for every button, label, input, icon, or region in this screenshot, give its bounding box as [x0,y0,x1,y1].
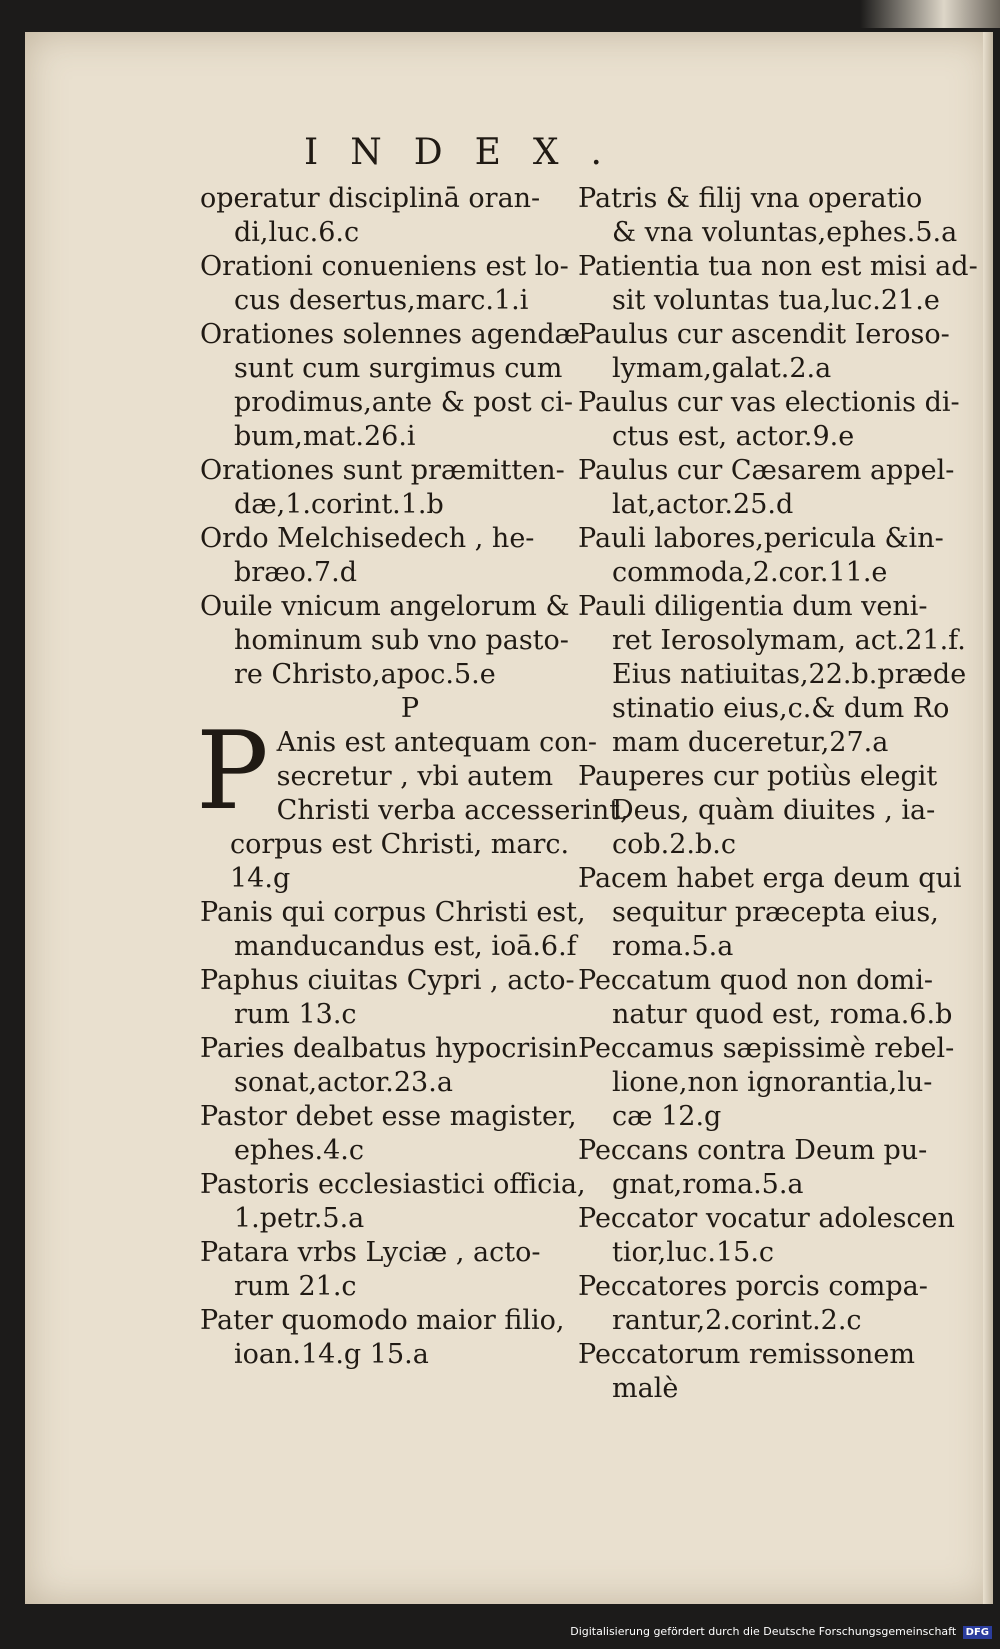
entry-headword-line: Paulus cur vas electionis di- [578,387,960,418]
entry-continuation-line: hominum sub vno pasto- [234,625,569,656]
index-entry [200,522,620,590]
entry-headword-line: Orationi conueniens est lo- [200,251,569,282]
entry-headword-line: Pauperes cur potiùs elegit [578,761,938,792]
entry-continuation-line: rantur,2.corint.2.c [612,1305,862,1336]
entry-headword-line: Ordo Melchisedech , he- [200,523,535,554]
entry-continuation-line: commoda,2.cor.11.e [612,557,888,588]
index-entry [200,1168,620,1236]
entry-headword-line: Orationes sunt præmitten- [200,455,565,486]
entry-continuation-line: sonat,actor.23.a [234,1067,453,1098]
dropcap-letter: P [196,709,269,834]
entry-headword-line: Peccamus sæpissimè rebel- [578,1033,955,1064]
footer-credit [570,1625,992,1639]
index-entry [200,318,620,454]
index-entry [578,318,978,386]
index-entry [578,1032,978,1134]
index-entry [578,1270,978,1338]
entry-continuation-line: malè [612,1373,679,1404]
entry-headword-line: Ouile vnicum angelorum & [200,591,570,622]
entry-continuation-line: roma.5.a [612,931,734,962]
entry-continuation-line: lione,non ignorantia,lu- [612,1067,933,1098]
entry-continuation-line: & vna voluntas,ephes.5.a [612,217,958,248]
book-page [25,32,993,1604]
entry-continuation-line: 1.petr.5.a [234,1203,365,1234]
entry-headword-line: Patris & filij vna operatio [578,183,923,214]
entry-headword-line: Pauli labores,pericula &in- [578,523,944,554]
index-entry [578,182,978,250]
entry-continuation-line: cob.2.b.c [612,829,736,860]
entry-continuation-line: bum,mat.26.i [234,421,416,452]
index-entry [200,1236,620,1304]
entry-continuation-line: rum 21.c [234,1271,357,1302]
entry-continuation-line: gnat,roma.5.a [612,1169,804,1200]
entry-continuation-line: ephes.4.c [234,1135,364,1166]
index-entry [578,590,978,760]
entry-continuation-line: cus desertus,marc.1.i [234,285,529,316]
index-entry [578,386,978,454]
entry-continuation-line: sequitur præcepta eius, [612,897,939,928]
entry-continuation-line: bræo.7.d [234,557,357,588]
dropcap-entry [196,709,629,896]
index-entry [578,760,978,862]
right-column [578,182,978,1406]
entry-continuation-line: Deus, quàm diuites , ia- [612,795,936,826]
left-column [196,182,629,1372]
entry-continuation-line: cæ 12.g [612,1101,722,1132]
entry-continuation-line: ctus est, actor.9.e [612,421,855,452]
index-entry [200,250,620,318]
entry-continuation-line: lat,actor.25.d [612,489,794,520]
entry-headword-line: Peccatum quod non domi- [578,965,934,996]
entry-headword-line: Paulus cur Cæsarem appel- [578,455,955,486]
index-entry [578,1338,978,1406]
entry-headword-line: operatur disciplinā oran- [200,183,541,214]
index-entry [200,590,620,692]
index-entry [578,454,978,522]
entry-continuation-line: ret Ierosolymam, act.21.f. [612,625,966,656]
index-entry [200,896,620,964]
index-entry [578,862,978,964]
entry-continuation-line: lymam,galat.2.a [612,353,832,384]
entry-headword-line: Peccator vocatur adolescen [578,1203,955,1234]
entry-continuation-line: sunt cum surgimus cum [234,353,563,384]
footer-text: Digitalisierung gefördert durch die Deutsche Forschungsgemeinschaft [570,1625,957,1638]
entry-headword-line: Peccans contra Deum pu- [578,1135,928,1166]
index-entry [578,1202,978,1270]
entry-headword-line: Pauli diligentia dum veni- [578,591,928,622]
entry-continuation-line: re Christo,apoc.5.e [234,659,496,690]
dropcap-entry-line: corpus est Christi, marc. [230,829,570,860]
dropcap-entry-line: secretur , vbi autem [276,761,554,792]
entry-continuation-line: sit voluntas tua,luc.21.e [612,285,940,316]
index-entry [200,1304,620,1372]
entry-headword-line: Panis qui corpus Christi est, [200,897,586,928]
entry-continuation-line: dæ,1.corint.1.b [234,489,444,520]
entry-continuation-line: rum 13.c [234,999,357,1030]
entry-headword-line: Pacem habet erga deum qui [578,863,962,894]
index-entry [578,1134,978,1202]
entry-headword-line: Paulus cur ascendit Ieroso- [578,319,950,350]
index-entry [200,1100,620,1168]
dropcap-entry-line: Anis est antequam con- [276,727,598,758]
entry-headword-line: Patientia tua non est misi ad- [578,251,978,282]
index-entry [578,522,978,590]
entry-headword-line: Pater quomodo maior filio, [200,1305,565,1336]
entry-continuation-line: prodimus,ante & post ci- [234,387,574,418]
entry-continuation-line: Eius natiuitas,22.b.præde [612,659,967,690]
entry-continuation-line: manducandus est, ioā.6.f [234,931,577,962]
section-letter: P [400,693,420,724]
entry-headword-line: Patara vrbs Lyciæ , acto- [200,1237,541,1268]
index-entry [200,1032,620,1100]
entry-headword-line: Pastor debet esse magister, [200,1101,577,1132]
entry-continuation-line: natur quod est, roma.6.b [612,999,953,1030]
dfg-logo: DFG [963,1626,992,1639]
dropcap-entry-line: Christi verba accesserint, [276,795,629,826]
index-entry [578,250,978,318]
entry-headword-line: Orationes solennes agendæ [200,319,581,350]
entry-continuation-line: tior,luc.15.c [612,1237,775,1268]
page-header: INDEX. [304,132,634,173]
entry-headword-line: Pastoris ecclesiastici officia, [200,1169,586,1200]
index-entry [578,964,978,1032]
page-edge [983,32,993,1604]
entry-headword-line: Peccatorum remissonem [578,1339,915,1370]
entry-headword-line: Peccatores porcis compa- [578,1271,928,1302]
top-edge-strip [860,0,1000,28]
entry-continuation-line: di,luc.6.c [234,217,360,248]
index-entry [200,964,620,1032]
entry-headword-line: Paphus ciuitas Cypri , acto- [200,965,575,996]
index-entry [200,454,620,522]
dropcap-entry-line: 14.g [230,863,291,894]
index-entry [200,182,620,250]
entry-headword-line: Paries dealbatus hypocrisin [200,1033,578,1064]
entry-continuation-line: mam duceretur,27.a [612,727,889,758]
entry-continuation-line: ioan.14.g 15.a [234,1339,429,1370]
entry-continuation-line: stinatio eius,c.& dum Ro [612,693,950,724]
